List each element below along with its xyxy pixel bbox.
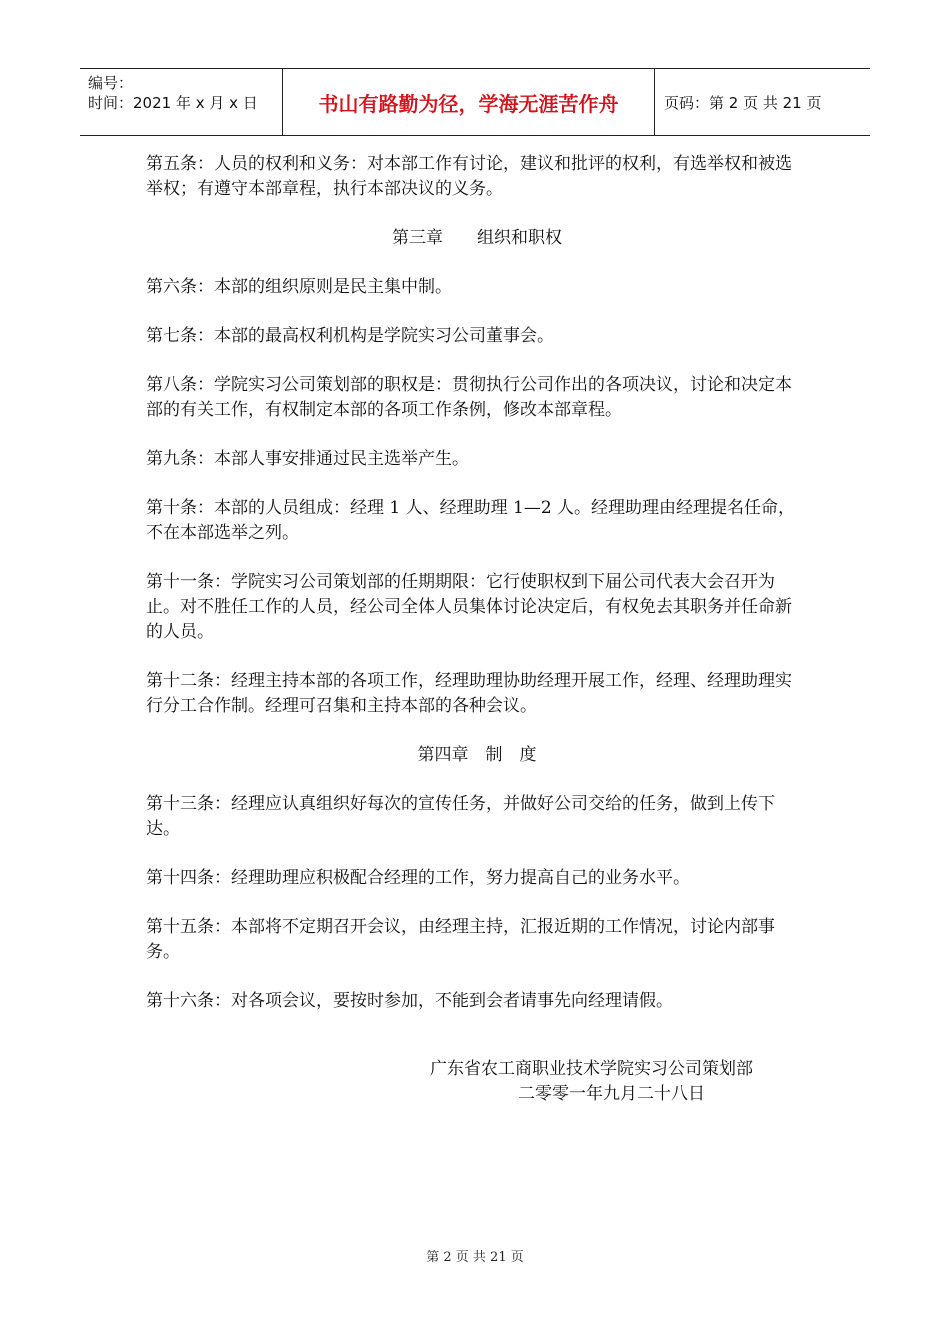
header-motto: 书山有路勤为径，学海无涯苦作舟 bbox=[318, 92, 619, 116]
signature-date: 二零零一年九月二十八日 bbox=[518, 1084, 705, 1104]
header-divider bbox=[654, 69, 655, 135]
chapter-heading: 第四章 制 度 bbox=[417, 745, 537, 765]
article-paragraph: 第八条：学院实习公司策划部的职权是：贯彻执行公司作出的各项决议，讨论和决定本部的有关工作，有权制定本部的各项工作条例，修改本部章程。 bbox=[146, 375, 792, 420]
document-body bbox=[146, 152, 808, 1038]
page-footer: 第 2 页 共 21 页 bbox=[426, 1250, 524, 1265]
article-paragraph: 第五条：人员的权利和义务：对本部工作有讨论，建议和批评的权利，有选举权和被选举权；有遵守本部章程，执行本部决议的义务。 bbox=[146, 154, 792, 199]
article-paragraph: 第十六条：对各项会议，要按时参加，不能到会者请事先向经理请假。 bbox=[146, 991, 673, 1011]
article-paragraph: 第十一条：学院实习公司策划部的任期期限：它行使职权到下届公司代表大会召开为止。对不胜任工作的人员，经公司全体人员集体讨论决定后，有权免去其职务并任命新的人员。 bbox=[146, 572, 792, 642]
article-paragraph: 第十五条：本部将不定期召开会议，由经理主持，汇报近期的工作情况，讨论内部事务。 bbox=[146, 917, 775, 962]
article-paragraph: 第六条：本部的组织原则是民主集中制。 bbox=[146, 277, 452, 297]
article-paragraph: 第九条：本部人事安排通过民主选举产生。 bbox=[146, 449, 469, 469]
signature-block bbox=[430, 1057, 753, 1107]
signature-organization: 广东省农工商职业技术学院实习公司策划部 bbox=[430, 1059, 753, 1079]
chapter-heading: 第三章 组织和职权 bbox=[392, 228, 562, 248]
document-time-label: 时间：2021 年 x 月 x 日 bbox=[88, 94, 258, 112]
page-header bbox=[80, 68, 870, 136]
document-number-label: 编号： bbox=[88, 74, 134, 92]
article-paragraph: 第十二条：经理主持本部的各项工作，经理助理协助经理开展工作，经理、经理助理实行分工合作制。经理可召集和主持本部的各种会议。 bbox=[146, 671, 792, 716]
header-meta bbox=[88, 73, 258, 113]
article-paragraph: 第十三条：经理应认真组织好每次的宣传任务，并做好公司交给的任务，做到上传下达。 bbox=[146, 794, 775, 839]
header-page-info: 页码：第 2 页 共 21 页 bbox=[664, 94, 822, 112]
article-paragraph: 第十条：本部的人员组成：经理 1 人、经理助理 1—2 人。经理助理由经理提名任命，不在本部选举之列。 bbox=[146, 498, 796, 543]
article-paragraph: 第十四条：经理助理应积极配合经理的工作，努力提高自己的业务水平。 bbox=[146, 868, 690, 888]
article-paragraph: 第七条：本部的最高权利机构是学院实习公司董事会。 bbox=[146, 326, 554, 346]
